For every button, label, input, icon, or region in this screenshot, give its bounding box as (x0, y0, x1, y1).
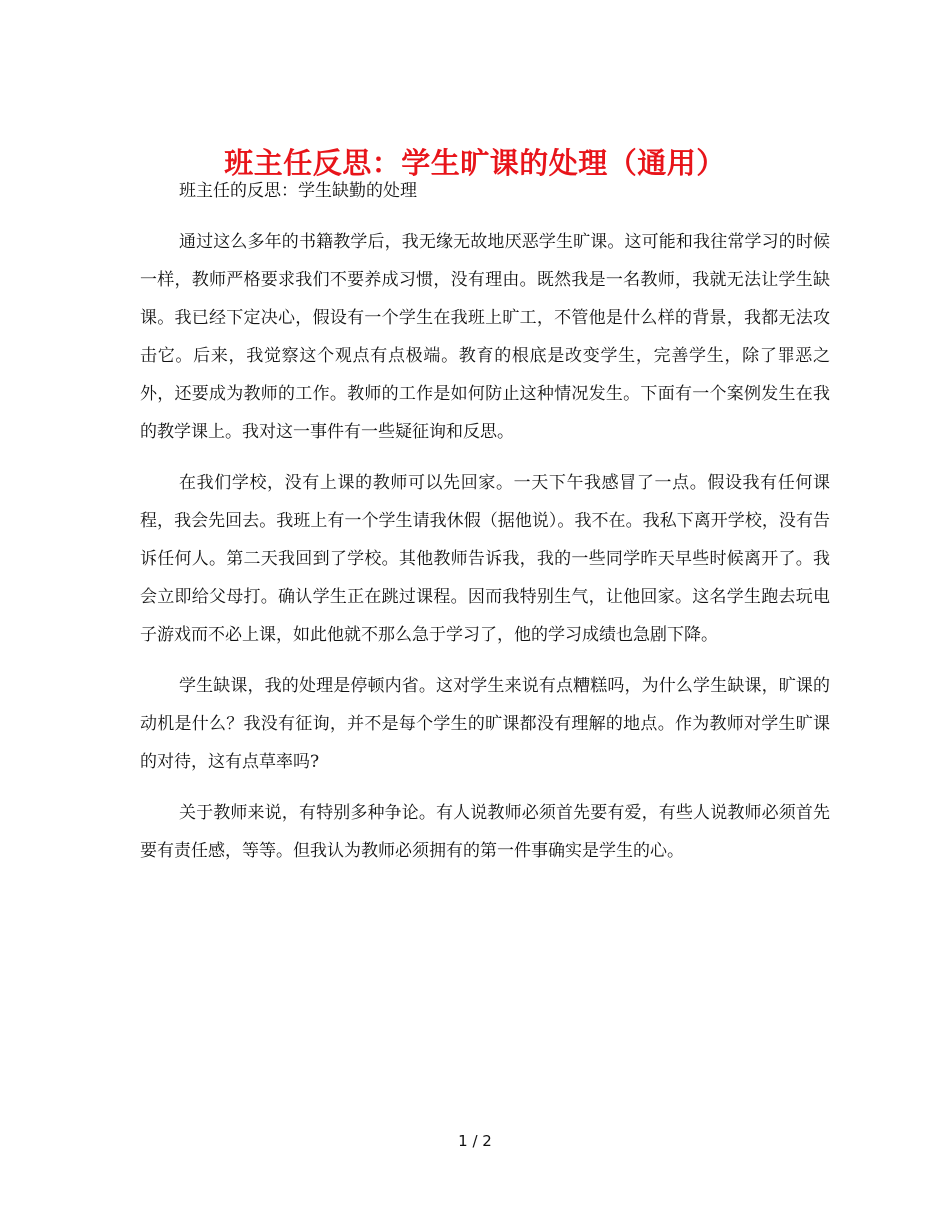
document-title: 班主任反思：学生旷课的处理（通用） (224, 146, 726, 181)
paragraph-1: 通过这么多年的书籍教学后，我无缘无故地厌恶学生旷课。这可能和我往常学习的时候一样，教师严格要求我们不要养成习惯，没有理由。既然我是一名教师，我就无法让学生缺课。我已经下定决心，假设有一个学生在我班上旷工，不管他是什么样的背景，我都无法攻击它。后来，我觉察这个观点有点极端。教育的根底是改变学生，完善学生，除了罪恶之外，还要成为教师的工作。教师的工作是如何防止这种情况发生。下面有一个案例发生在我的教学课上。我对这一事件有一些疑征询和反思。 (140, 232, 830, 442)
page-number: 1 / 2 (458, 1132, 492, 1150)
document-body (140, 172, 830, 870)
paragraph-4: 关于教师来说，有特别多种争论。有人说教师必须首先要有爱，有些人说教师必须首先要有责任感，等等。但我认为教师必须拥有的第一件事确实是学生的心。 (140, 803, 830, 861)
document-subtitle: 班主任的反思：学生缺勤的处理 (179, 181, 417, 201)
paragraph-3: 学生缺课，我的处理是停顿内省。这对学生来说有点糟糕吗，为什么学生缺课，旷课的动机是什么？我没有征询，并不是每个学生的旷课都没有理解的地点。作为教师对学生旷课的对待，这有点草率吗? (140, 676, 830, 772)
paragraph-2: 在我们学校，没有上课的教师可以先回家。一天下午我感冒了一点。假设我有任何课程，我会先回去。我班上有一个学生请我休假（据他说）。我不在。我私下离开学校，没有告诉任何人。第二天我回到了学校。其他教师告诉我，我的一些同学昨天早些时候离开了。我会立即给父母打。确认学生正在跳过课程。因而我特别生气，让他回家。这名学生跑去玩电子游戏而不必上课，如此他就不那么急于学习了，他的学习成绩也急剧下降。 (140, 473, 830, 645)
